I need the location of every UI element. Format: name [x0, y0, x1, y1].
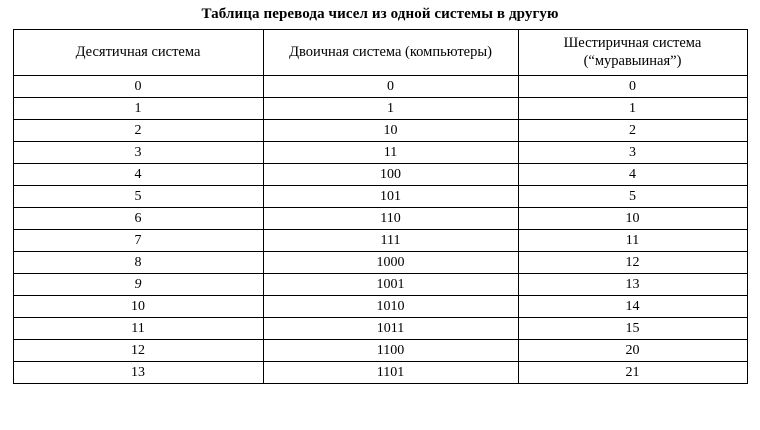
table-row — [13, 120, 747, 142]
cell-binary: 10 — [263, 120, 518, 142]
cell-decimal: 12 — [13, 340, 263, 362]
cell-binary: 1001 — [263, 274, 518, 296]
cell-binary: 1101 — [263, 362, 518, 384]
table-row — [13, 252, 747, 274]
column-header-senary: Шестиричная система (“муравыиная”) — [518, 30, 747, 76]
cell-decimal: 4 — [13, 164, 263, 186]
number-systems-conversion-table — [13, 29, 748, 384]
cell-decimal: 13 — [13, 362, 263, 384]
cell-senary: 12 — [518, 252, 747, 274]
cell-senary: 3 — [518, 142, 747, 164]
cell-decimal: 2 — [13, 120, 263, 142]
cell-senary: 20 — [518, 340, 747, 362]
table-row — [13, 340, 747, 362]
cell-senary: 5 — [518, 186, 747, 208]
cell-decimal: 0 — [13, 76, 263, 98]
table-row — [13, 296, 747, 318]
cell-binary: 1011 — [263, 318, 518, 340]
cell-decimal: 3 — [13, 142, 263, 164]
cell-binary: 1010 — [263, 296, 518, 318]
cell-senary: 11 — [518, 230, 747, 252]
cell-senary: 14 — [518, 296, 747, 318]
cell-binary: 110 — [263, 208, 518, 230]
cell-binary: 1000 — [263, 252, 518, 274]
cell-senary: 2 — [518, 120, 747, 142]
cell-decimal: 10 — [13, 296, 263, 318]
table-row — [13, 76, 747, 98]
cell-senary: 4 — [518, 164, 747, 186]
table-header — [13, 30, 747, 76]
page-title: Таблица перевода чисел из одной системы в другую — [201, 6, 559, 22]
cell-binary: 11 — [263, 142, 518, 164]
cell-binary: 101 — [263, 186, 518, 208]
table-body — [13, 76, 747, 384]
column-header-decimal: Десятичная система — [13, 30, 263, 76]
table-row — [13, 98, 747, 120]
cell-binary: 0 — [263, 76, 518, 98]
cell-senary: 1 — [518, 98, 747, 120]
column-header-binary: Двоичная система (компьютеры) — [263, 30, 518, 76]
cell-senary: 10 — [518, 208, 747, 230]
cell-decimal: 5 — [13, 186, 263, 208]
cell-decimal: 7 — [13, 230, 263, 252]
cell-binary: 1100 — [263, 340, 518, 362]
cell-decimal: 1 — [13, 98, 263, 120]
table-row — [13, 274, 747, 296]
table-row — [13, 318, 747, 340]
cell-binary: 111 — [263, 230, 518, 252]
cell-binary: 1 — [263, 98, 518, 120]
cell-decimal: 9 — [13, 274, 263, 296]
table-row — [13, 362, 747, 384]
table-header-row — [13, 30, 747, 76]
cell-decimal: 11 — [13, 318, 263, 340]
cell-senary: 15 — [518, 318, 747, 340]
table-row — [13, 186, 747, 208]
cell-senary: 0 — [518, 76, 747, 98]
table-row — [13, 164, 747, 186]
cell-senary: 21 — [518, 362, 747, 384]
cell-decimal: 8 — [13, 252, 263, 274]
cell-binary: 100 — [263, 164, 518, 186]
table-row — [13, 208, 747, 230]
cell-decimal: 6 — [13, 208, 263, 230]
table-row — [13, 230, 747, 252]
table-row — [13, 142, 747, 164]
cell-senary: 13 — [518, 274, 747, 296]
